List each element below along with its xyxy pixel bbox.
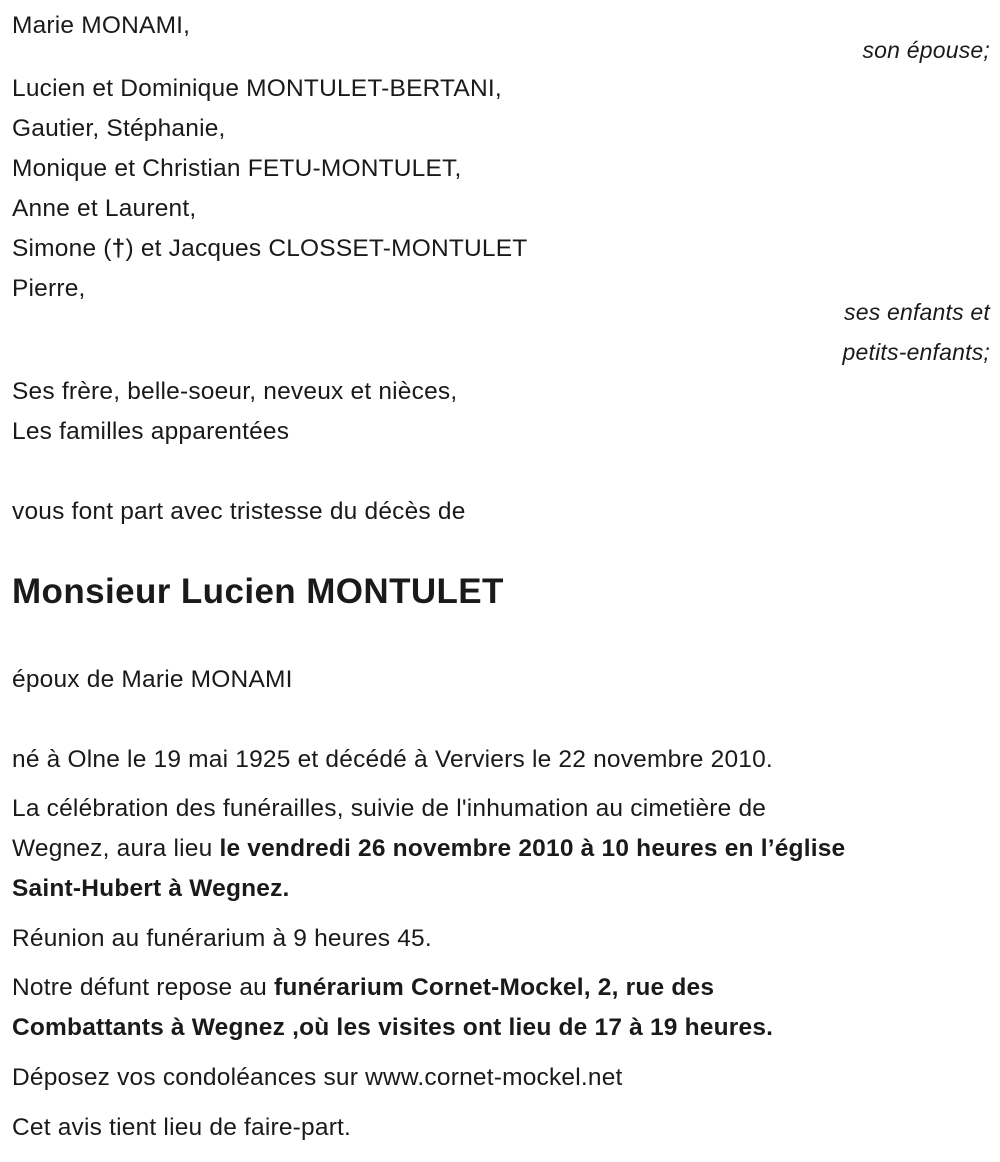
ceremony-line <box>12 834 845 864</box>
children-line <box>12 234 527 264</box>
intro-line: vous font part avec tristesse du décès de <box>12 498 466 525</box>
obituary-notice <box>12 0 990 1162</box>
children-line: Pierre, <box>12 275 86 302</box>
closing-line: Cet avis tient lieu de faire-part. <box>12 1114 352 1141</box>
repose-place: funérarium Cornet-Mockel, 2, rue des <box>274 974 715 1001</box>
ceremony-text: Wegnez, aura lieu <box>12 835 220 862</box>
spouse-of-line: époux de Marie MONAMI <box>12 666 293 693</box>
repose-line <box>12 1013 773 1043</box>
children-line: Gautier, Stéphanie, <box>12 115 226 142</box>
repose-text: Notre défunt repose au <box>12 974 275 1001</box>
spouse-name: Marie MONAMI, <box>12 12 191 39</box>
children-line: Anne et Laurent, <box>12 195 197 222</box>
birth-death-line: né à Olne le 19 mai 1925 et décédé à Verviers le 22 novembre 2010. <box>12 746 773 773</box>
ceremony-line: La célébration des funérailles, suivie de l'inhumation au cimetière de <box>12 795 767 822</box>
cross-icon: † <box>111 235 126 262</box>
children-role: ses enfants et <box>844 299 990 325</box>
children-line: Lucien et Dominique MONTULET-BERTANI, <box>12 75 502 102</box>
relatives-line: Les familles apparentées <box>12 418 290 445</box>
spouse-role: son épouse; <box>862 37 990 63</box>
children-line-text: Simone ( <box>12 235 112 262</box>
repose-line <box>12 973 714 1003</box>
condolences-link[interactable]: www.cornet-mockel.net <box>365 1064 623 1091</box>
condolences-line <box>12 1063 623 1093</box>
meeting-line: Réunion au funérarium à 9 heures 45. <box>12 925 432 952</box>
ceremony-line <box>12 874 290 904</box>
children-line: Monique et Christian FETU-MONTULET, <box>12 155 462 182</box>
condolences-text: Déposez vos condoléances sur <box>12 1064 366 1091</box>
ceremony-place: Saint-Hubert à Wegnez. <box>12 875 290 902</box>
children-role: petits-enfants; <box>842 339 990 365</box>
children-line-text: ) et Jacques CLOSSET-MONTULET <box>125 235 528 262</box>
repose-visits: Combattants à Wegnez ,où les visites ont lieu de 17 à 19 heures. <box>12 1014 774 1041</box>
deceased-name: Monsieur Lucien MONTULET <box>12 572 504 611</box>
siblings-line: Ses frère, belle-soeur, neveux et nièces, <box>12 378 458 405</box>
ceremony-date-time: le vendredi 26 novembre 2010 à 10 heures en l’église <box>219 835 846 862</box>
